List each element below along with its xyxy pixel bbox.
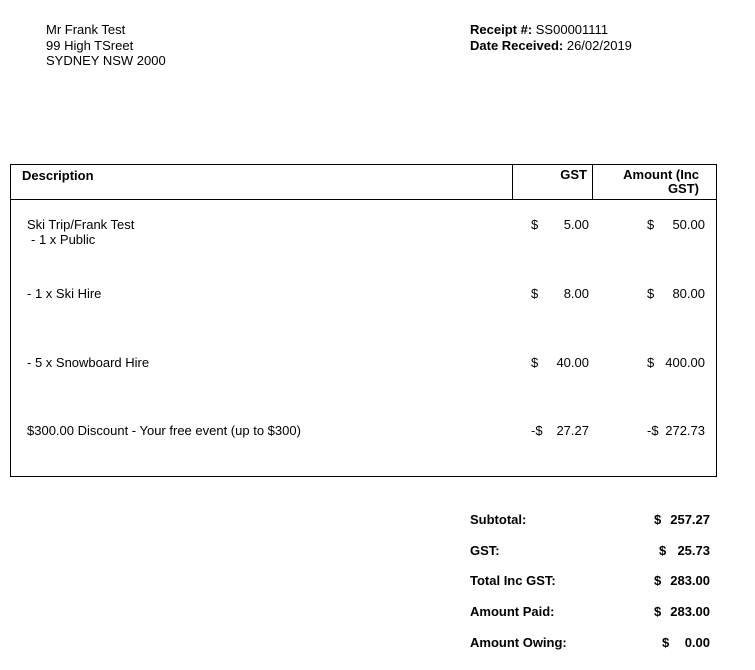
row-description	[27, 286, 101, 301]
row-description	[27, 217, 134, 247]
row-description-sub: - 1 x Public	[31, 232, 96, 247]
header-description: Description	[22, 168, 94, 183]
row-gst-value: 8.00	[563, 286, 589, 301]
amount-owing-label: Amount Owing:	[470, 635, 567, 650]
items-table	[10, 164, 717, 477]
currency-sign: $	[647, 217, 655, 232]
currency-sign: $	[647, 286, 655, 301]
currency-sign: $	[659, 543, 667, 558]
currency-sign: -$	[647, 423, 659, 438]
subtotal-amount: 257.27	[670, 512, 710, 527]
currency-sign: $	[647, 355, 655, 370]
header-amount-line2: GST)	[667, 181, 699, 196]
currency-sign: $	[531, 286, 539, 301]
receipt-number-line	[470, 22, 632, 38]
currency-sign: $	[654, 604, 662, 619]
amount-owing-amount: 0.00	[684, 635, 710, 650]
receipt-number-value: SS00001111	[535, 22, 609, 37]
gst-total-label: GST:	[470, 543, 500, 558]
customer-street: 99 High TSreet	[46, 37, 134, 53]
row-description-main: Ski Trip/Frank Test	[27, 217, 135, 232]
row-description	[27, 423, 301, 438]
currency-sign: $	[654, 573, 662, 588]
currency-sign: $	[662, 635, 670, 650]
row-amount-value: 400.00	[665, 355, 705, 370]
header-gst: GST	[560, 167, 587, 182]
row-description-main: $300.00 Discount - Your free event (up to $300)	[27, 423, 301, 438]
currency-sign: -$	[531, 423, 543, 438]
currency-sign: $	[654, 512, 662, 527]
row-gst-value: 5.00	[563, 217, 589, 232]
receipt-info	[470, 22, 632, 53]
row-description	[27, 355, 149, 370]
row-gst-value: 27.27	[556, 423, 589, 438]
currency-sign: $	[531, 355, 539, 370]
gst-total-amount: 25.73	[677, 543, 710, 558]
header-amount	[595, 168, 699, 196]
customer-name: Mr Frank Test	[46, 22, 126, 37]
currency-sign: $	[531, 217, 539, 232]
row-gst-value: 40.00	[556, 355, 589, 370]
row-amount-value: 272.73	[665, 423, 705, 438]
header-amount-line1: Amount (Inc	[623, 167, 699, 182]
subtotal-label: Subtotal:	[470, 512, 527, 527]
header-divider	[592, 165, 593, 200]
customer-address	[46, 22, 166, 69]
total-inc-gst-amount: 283.00	[670, 573, 710, 588]
amount-paid-amount: 283.00	[670, 604, 710, 619]
row-description-main: - 5 x Snowboard Hire	[27, 355, 150, 370]
row-description-main: - 1 x Ski Hire	[27, 286, 102, 301]
header-divider	[512, 165, 513, 200]
table-header	[11, 165, 716, 200]
receipt-date-label: Date Received:	[470, 37, 564, 53]
row-amount-value: 50.00	[672, 217, 705, 232]
amount-paid-label: Amount Paid:	[470, 604, 555, 619]
customer-city: SYDNEY NSW 2000	[46, 53, 166, 68]
row-amount-value: 80.00	[672, 286, 705, 301]
receipt-number-label: Receipt #:	[470, 22, 533, 37]
receipt-date-value: 26/02/2019	[566, 37, 632, 53]
receipt-date-line	[470, 38, 632, 54]
total-inc-gst-label: Total Inc GST:	[470, 573, 556, 588]
